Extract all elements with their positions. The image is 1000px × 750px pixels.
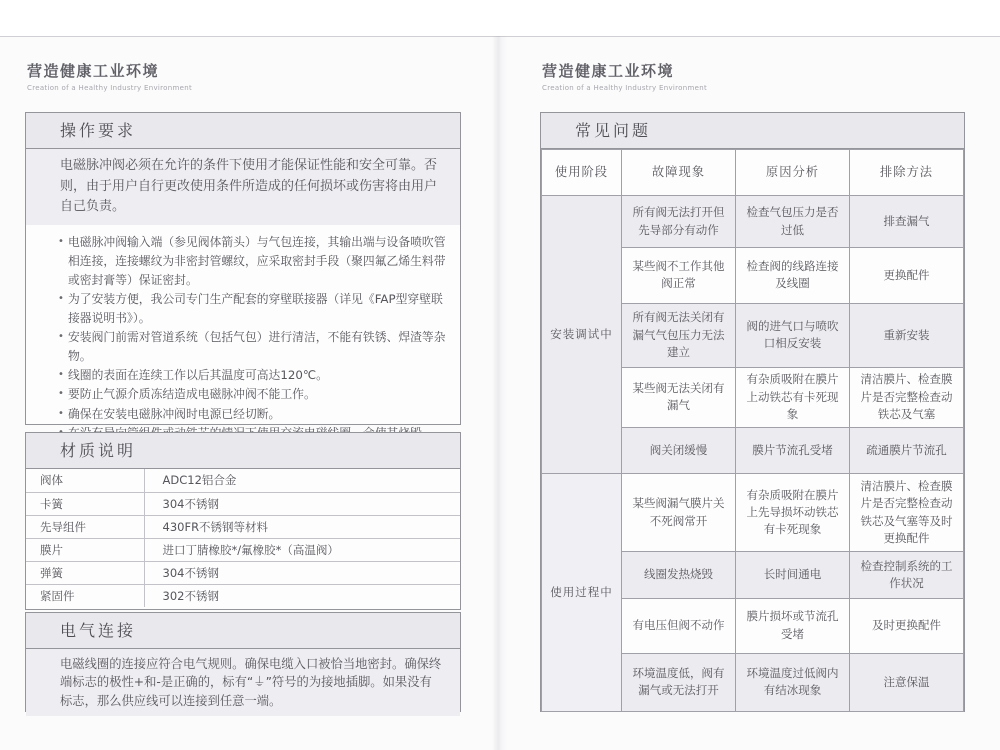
table-row [26, 561, 460, 584]
fault-cell: 阀关闭缓慢 [622, 427, 736, 473]
section-electrical-connection [25, 612, 461, 712]
material-name: 膜片 [26, 538, 144, 561]
operating-bullet-list [26, 225, 460, 451]
method-cell: 疏通膜片节流孔 [850, 427, 964, 473]
section-title: 操作要求 [26, 113, 460, 149]
table-row [26, 584, 460, 607]
fault-cell: 所有阀无法打开但先导部分有动作 [622, 196, 736, 248]
bullet-item: • 为了安装方便，我公司专门生产配套的穿壁联接器（详见《FAP型穿壁联接器说明书》）。 [58, 290, 446, 328]
bullet-item: • 电磁脉冲阀输入端（参见阀体箭头）与气包连接，其输出端与设备喷吹管相连接，连接螺纹为非密封管螺纹，应采取密封手段（聚四氟乙烯生料带或密封膏等）保证密封。 [58, 233, 446, 290]
method-cell: 清洁膜片、检查膜片是否完整检查动铁芯及气塞 [850, 367, 964, 427]
fault-cell: 某些阀无法关闭有漏气 [622, 367, 736, 427]
bullet-item: • 线圈的表面在连续工作以后其温度可高达120℃。 [58, 366, 446, 385]
section-operating-requirements [25, 112, 461, 425]
brand-header-right [542, 60, 707, 92]
brand-title: 营造健康工业环境 [27, 62, 160, 80]
method-cell: 清洁膜片、检查膜片是否完整检查动铁芯及气塞等及时更换配件 [850, 474, 964, 552]
page-fold-shadow [492, 36, 508, 750]
faq-table [541, 149, 964, 712]
material-name: 卡簧 [26, 492, 144, 515]
material-value: ADC12铝合金 [162, 473, 237, 488]
material-name: 弹簧 [26, 561, 144, 584]
table-row [26, 538, 460, 561]
method-cell: 检查控制系统的工作状况 [850, 552, 964, 598]
cause-cell: 膜片损坏或节流孔受堵 [736, 598, 850, 653]
brand-title: 营造健康工业环境 [542, 62, 675, 80]
method-cell: 更换配件 [850, 248, 964, 303]
table-header-row [542, 150, 964, 196]
column-header: 故障现象 [622, 150, 736, 196]
stage-cell: 使用过程中 [542, 474, 622, 712]
cause-cell: 有杂质吸附在膜片上动铁芯有卡死现象 [736, 367, 850, 427]
fault-cell: 所有阀无法关闭有漏气气包压力无法建立 [622, 303, 736, 367]
method-cell: 重新安装 [850, 303, 964, 367]
bullet-item: • 要防止气源介质冻结造成电磁脉冲阀不能工作。 [58, 385, 446, 404]
material-name: 先导组件 [26, 515, 144, 538]
material-value: 304不锈钢 [144, 561, 460, 584]
column-header: 排除方法 [850, 150, 964, 196]
fault-cell: 环境温度低，阀有漏气或无法打开 [622, 653, 736, 711]
material-value: 进口丁腈橡胶*/氟橡胶*（高温阀） [144, 538, 460, 561]
fault-cell: 线圈发热烧毁 [622, 552, 736, 598]
stage-cell: 安装调试中 [542, 196, 622, 474]
section-materials [25, 432, 461, 610]
brand-subtitle: Creation of a Healthy Industry Environment [27, 84, 192, 92]
table-row [26, 515, 460, 538]
method-cell: 注意保温 [850, 653, 964, 711]
cause-cell: 环境温度过低阀内有结冰现象 [736, 653, 850, 711]
material-name: 阀体 [26, 469, 144, 492]
section-title: 材质说明 [26, 433, 460, 469]
brand-subtitle: Creation of a Healthy Industry Environment [542, 84, 707, 92]
material-value: 304不锈钢 [144, 492, 460, 515]
cause-cell: 有杂质吸附在膜片上先导损坏动铁芯有卡死现象 [736, 474, 850, 552]
materials-table [26, 469, 460, 607]
fault-cell: 有电压但阀不动作 [622, 598, 736, 653]
material-name: 紧固件 [26, 584, 144, 607]
section-title: 电气连接 [26, 613, 460, 649]
fault-cell: 某些阀不工作其他阀正常 [622, 248, 736, 303]
table-row [542, 474, 964, 552]
material-value: 302不锈钢 [144, 584, 460, 607]
method-cell: 及时更换配件 [850, 598, 964, 653]
section-faq [540, 112, 965, 712]
fault-cell: 某些阀漏气膜片关不死阀常开 [622, 474, 736, 552]
table-row [26, 469, 460, 492]
brand-header-left [27, 60, 192, 92]
table-row [542, 196, 964, 248]
method-cell: 排查漏气 [850, 196, 964, 248]
section-title: 常见问题 [541, 113, 964, 149]
electrical-paragraph: 电磁线圈的连接应符合电气规则。确保电缆入口被恰当地密封。确保终端标志的极性+和-是正确的，标有“⏚”符号的为接地插脚。如果没有标志，那么供应线可以连接到任意一端。 [26, 649, 460, 716]
cause-cell: 检查阀的线路连接及线圈 [736, 248, 850, 303]
bullet-item: • 确保在安装电磁脉冲阀时电源已经切断。 [58, 405, 446, 424]
column-header: 原因分析 [736, 150, 850, 196]
cause-cell: 阀的进气口与喷吹口相反安装 [736, 303, 850, 367]
column-header: 使用阶段 [542, 150, 622, 196]
operating-intro-paragraph: 电磁脉冲阀必须在允许的条件下使用才能保证性能和安全可靠。否则，由于用户自行更改使用条件所造成的任何损坏或伤害将由用户自己负责。 [26, 149, 460, 225]
material-value: 430FR不锈钢等材料 [144, 515, 460, 538]
table-row [26, 492, 460, 515]
cause-cell: 膜片节流孔受堵 [736, 427, 850, 473]
bullet-item: • 安装阀门前需对管道系统（包括气包）进行清洁，不能有铁锈、焊渣等杂物。 [58, 328, 446, 366]
cause-cell: 检查气包压力是否过低 [736, 196, 850, 248]
cause-cell: 长时间通电 [736, 552, 850, 598]
